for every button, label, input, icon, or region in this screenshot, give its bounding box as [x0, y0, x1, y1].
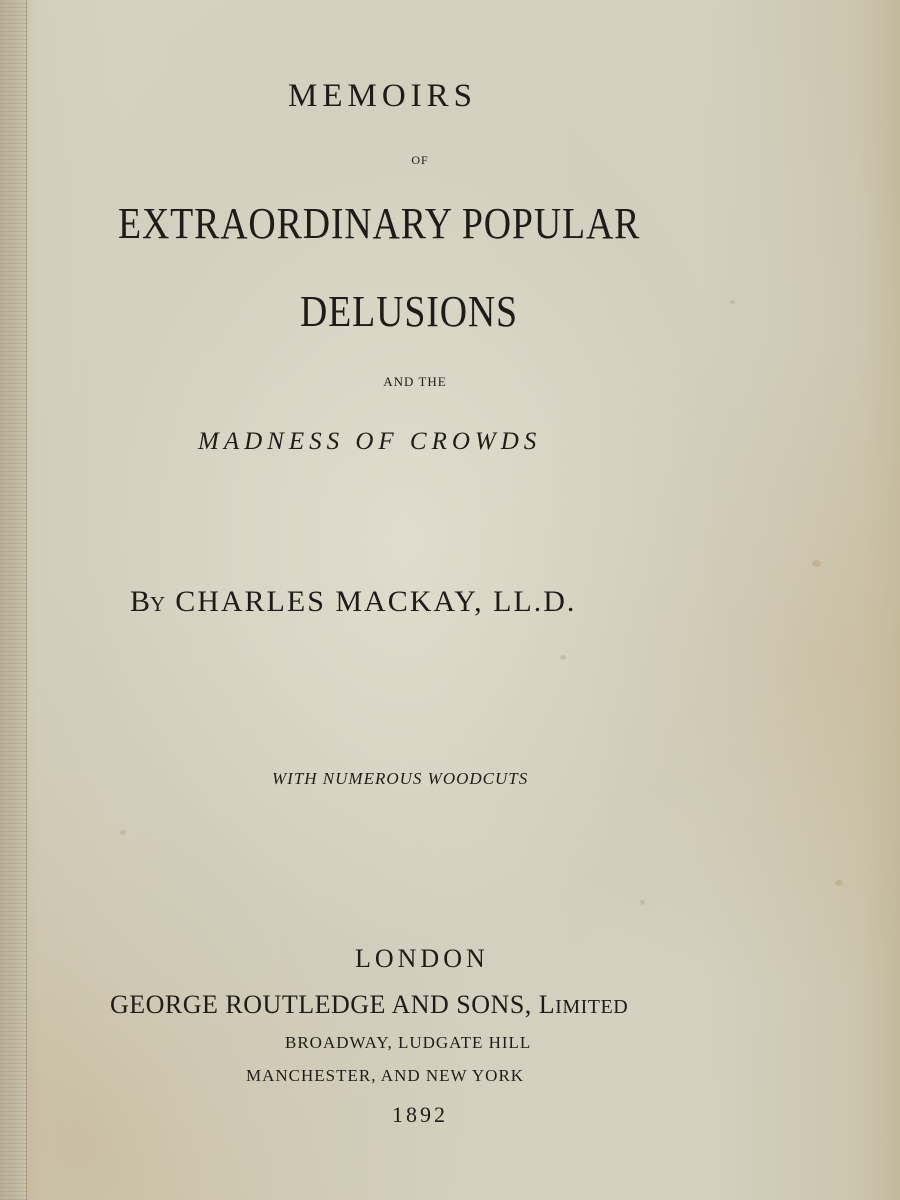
foxing-spot [835, 880, 843, 886]
foxing-spot [120, 830, 126, 835]
title-and-the: AND THE [383, 374, 447, 389]
publisher-limited-rest: IMITED [555, 996, 629, 1018]
foxing-spot [730, 300, 735, 304]
author-name: CHARLES MACKAY, LL.D. [175, 585, 577, 618]
title-madness-of-crowds: MADNESS OF CROWDS [198, 428, 542, 455]
illustrations-note: WITH NUMEROUS WOODCUTS [272, 769, 529, 788]
title-delusions: DELUSIONS [300, 287, 518, 336]
byline-by-rest: Y [150, 592, 166, 616]
foxing-spot [560, 655, 566, 660]
title-memoirs: MEMOIRS [288, 78, 478, 114]
imprint-address-manchester: MANCHESTER, AND NEW YORK [246, 1066, 525, 1085]
foxing-spot [812, 560, 821, 567]
publisher-name: GEORGE ROUTLEDGE AND SONS, [110, 990, 532, 1019]
foxing-spot [640, 900, 645, 905]
publisher-limited-initial: L [538, 990, 556, 1019]
imprint-publisher [110, 990, 770, 1020]
imprint-year: 1892 [392, 1102, 448, 1127]
title-of: OF [411, 153, 429, 167]
title-extraordinary-popular: EXTRAORDINARY POPULAR [118, 199, 641, 248]
book-spine-edge [0, 0, 27, 1200]
imprint-city: LONDON [355, 944, 489, 973]
imprint-address-broadway: BROADWAY, LUDGATE HILL [285, 1033, 532, 1052]
byline-by-initial: B [130, 585, 151, 618]
author-byline [130, 585, 770, 619]
